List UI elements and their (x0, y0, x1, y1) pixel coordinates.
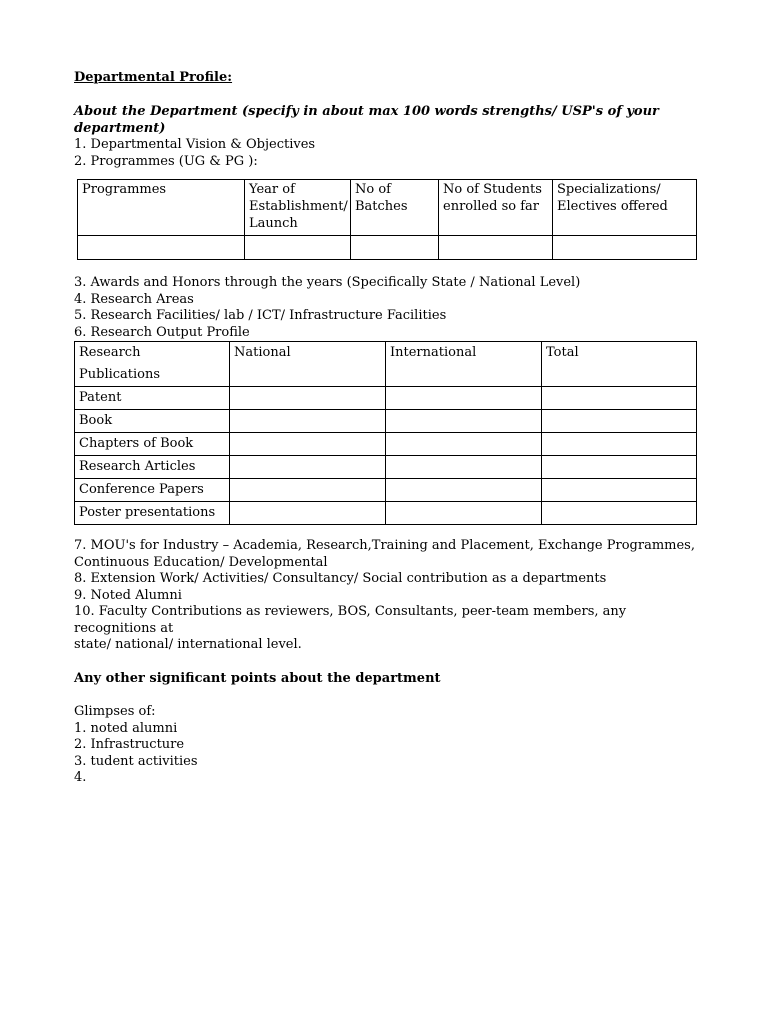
list-item: Continuous Education/ Developmental (74, 554, 328, 570)
table-cell (439, 236, 553, 260)
about-heading: About the Department (specify in about max 100 words strengths/ USP's of your department) (74, 104, 659, 136)
table-header-cell: Total (542, 342, 697, 387)
table-cell (230, 502, 386, 525)
table-cell (386, 387, 542, 410)
table-cell (351, 236, 439, 260)
programmes-table (77, 179, 697, 260)
table-header-cell: Specializations/ Electives offered (553, 180, 697, 236)
list-item: 4. Research Areas (74, 291, 194, 307)
list-item: 1. noted alumni (74, 720, 178, 736)
table-row (75, 479, 697, 502)
list-item: 9. Noted Alumni (74, 587, 182, 603)
list-item: state/ national/ international level. (74, 637, 302, 652)
table-cell: Patent (75, 387, 230, 410)
table-cell (230, 433, 386, 456)
table-cell (542, 456, 697, 479)
list-item: 2. Programmes (UG & PG ): (74, 153, 258, 169)
table-cell (386, 502, 542, 525)
table-cell (245, 236, 351, 260)
table-row (75, 387, 697, 410)
table-header-cell: Programmes (78, 180, 245, 236)
glimpses-section (74, 704, 696, 787)
other-points-heading: Any other significant points about the department (74, 670, 441, 686)
section-list-b (74, 275, 696, 341)
table-cell: Conference Papers (75, 479, 230, 502)
page-title: Departmental Profile: (74, 70, 233, 85)
table-cell (553, 236, 697, 260)
table-header-cell: Research Publications (75, 342, 230, 387)
table-cell: Book (75, 410, 230, 433)
table-header-cell: Year of Establishment/ Launch (245, 180, 351, 236)
table-cell (386, 479, 542, 502)
table-header-cell: National (230, 342, 386, 387)
list-item: 5. Research Facilities/ lab / ICT/ Infrastructure Facilities (74, 308, 447, 323)
table-cell (542, 502, 697, 525)
glimpses-label: Glimpses of: (74, 704, 156, 719)
table-row (75, 502, 697, 525)
list-item: 3. Awards and Honors through the years (Specifically State / National Level) (74, 275, 581, 290)
list-item: 3. tudent activities (74, 753, 198, 769)
table-cell (542, 479, 697, 502)
table-header-cell: No of Students enrolled so far (439, 180, 553, 236)
table-row (75, 410, 697, 433)
list-item: 2. Infrastructure (74, 737, 185, 752)
list-item: 7. MOU's for Industry – Academia, Research,Training and Placement, Exchange Programmes, (74, 538, 695, 553)
table-header-cell: No of Batches (351, 180, 439, 236)
table-cell: Research Articles (75, 456, 230, 479)
table-row (75, 433, 697, 456)
table-cell (230, 479, 386, 502)
table-row (75, 456, 697, 479)
table-cell (230, 456, 386, 479)
table-cell (78, 236, 245, 260)
table-cell (542, 433, 697, 456)
research-output-table (74, 341, 697, 525)
table-cell: Poster presentations (75, 502, 230, 525)
table-header-cell: International (386, 342, 542, 387)
list-item: 4. (74, 770, 87, 785)
table-cell (386, 433, 542, 456)
table-header-row (75, 342, 697, 387)
document-body (74, 69, 696, 787)
list-item: 8. Extension Work/ Activities/ Consultancy/ Social contribution as a departments (74, 571, 607, 586)
table-cell (386, 410, 542, 433)
list-item: 10. Faculty Contributions as reviewers, BOS, Consultants, peer-team members, any recognitions at (74, 604, 627, 636)
list-item: 1. Departmental Vision & Objectives (74, 137, 316, 152)
table-cell (542, 410, 697, 433)
list-item: 6. Research Output Profile (74, 324, 250, 340)
table-cell (386, 456, 542, 479)
section-list-a (74, 137, 696, 170)
table-cell (230, 387, 386, 410)
table-header-row (78, 180, 697, 236)
table-cell: Chapters of Book (75, 433, 230, 456)
section-list-c (74, 538, 696, 654)
table-cell (230, 410, 386, 433)
table-row (78, 236, 697, 260)
table-cell (542, 387, 697, 410)
